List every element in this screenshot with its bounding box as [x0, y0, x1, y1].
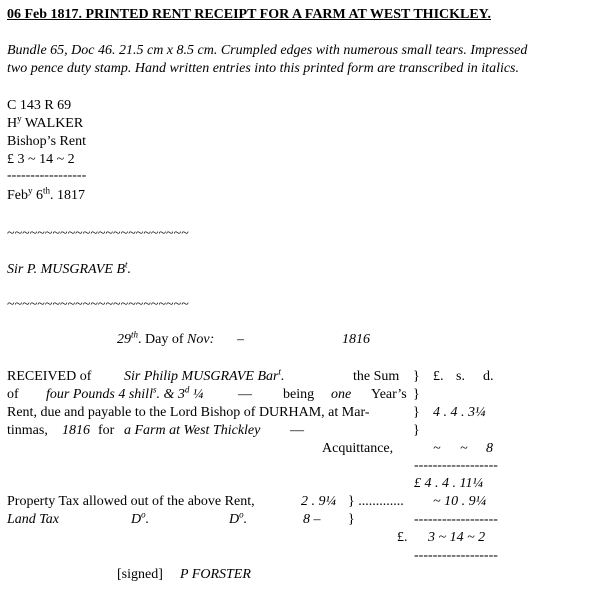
addressee: Sir P. MUSGRAVE $B^t$. — [7, 259, 132, 277]
header-pounds: £. — [433, 369, 444, 384]
brace: } — [413, 423, 420, 438]
endorsement-amount: £ 3 ~ 14 ~ 2 — [7, 152, 75, 167]
sum-rule: ------------------ — [414, 548, 498, 563]
brace: } — [413, 369, 420, 384]
receipt-date-dash: – — [237, 332, 244, 347]
tinmas-label: tinmas, — [7, 423, 48, 438]
brace: } — [413, 405, 420, 420]
endorsement-name: $H^y$ WALKER — [7, 113, 84, 131]
header-shillings: s. — [456, 369, 465, 384]
net-pound-sign: £. — [397, 530, 408, 545]
brace-dots: } ............. — [348, 494, 404, 509]
dash: –– — [238, 387, 252, 402]
tilde-rule: ~~~~~~~~~~~~~~~~~~~~~~~~ — [7, 226, 189, 241]
page-title: 06 Feb 1817. PRINTED RENT RECEIPT FOR A FARM AT WEST THICKLEY. — [7, 7, 492, 22]
endorsement-date: Feb$^y$ 6th. 1817 — [7, 185, 86, 203]
payer-name: Sir Philip MUSGRAVE Bar$^t$. — [124, 366, 285, 384]
signatory-name: P FORSTER — [180, 567, 251, 582]
endorsement-rent-type: Bishop’s Rent — [7, 134, 86, 149]
received-of-label: RECEIVED of — [7, 369, 92, 384]
years-label: Year’s — [371, 387, 407, 402]
header-pence: d. — [483, 369, 494, 384]
property-tax-amount: 2 . 9¼ — [301, 494, 336, 509]
acquittance-shillings: ~ — [460, 441, 468, 456]
receipt-year: 1816 — [342, 332, 370, 347]
rent-due-text: Rent, due and payable to the Lord Bishop of DURHAM, at Mar- — [7, 405, 370, 420]
tilde-rule: ~~~~~~~~~~~~~~~~~~~~~~~~ — [7, 297, 189, 312]
land-tax-amount: 8 – — [303, 512, 321, 527]
property-tax-label: Property Tax allowed out of the above Rent, — [7, 494, 255, 509]
receipt-date: 29th. Day of Nov: — [117, 329, 215, 347]
land-tax-label: Land Tax — [7, 512, 60, 527]
endorsement-rule: ----------------- — [7, 168, 87, 183]
brace: } — [348, 512, 355, 527]
gross-total: £ 4 . 4 . 11¼ — [414, 476, 483, 491]
tax-figures: ~ 10 . 9¼ — [433, 494, 487, 509]
net-total: 3 ~ 14 ~ 2 — [428, 530, 486, 545]
sum-rule: ------------------ — [414, 512, 498, 527]
period-count: one — [331, 387, 352, 402]
signed-label: [signed] — [117, 567, 163, 582]
the-sum-label: the Sum — [353, 369, 400, 384]
description-line-1: Bundle 65, Doc 46. 21.5 cm x 8.5 cm. Crumpled edges with numerous small tears. Impressed — [7, 43, 528, 58]
acquittance-label: Acquittance, — [322, 441, 394, 456]
dash: –– — [290, 423, 304, 438]
acquittance-pounds: ~ — [433, 441, 441, 456]
brace: } — [413, 387, 420, 402]
for-label: for — [98, 423, 115, 438]
description-line-2: two pence duty stamp. Hand written entries into this printed form are transcribed in italics. — [7, 61, 520, 76]
rent-figures: 4 . 4 . 3¼ — [433, 405, 486, 420]
sum-rule: ------------------ — [414, 458, 498, 473]
acquittance-pence: 8 — [486, 441, 493, 456]
ditto-mark: $D^o$. — [131, 509, 150, 527]
sum-in-words: four Pounds 4 shill$^s$. & 3$^d$ ¼ — [46, 384, 204, 402]
endorsement-ref: C 143 R 69 — [7, 98, 72, 113]
rent-year: 1816 — [62, 423, 90, 438]
of-label: of — [7, 387, 19, 402]
being-label: being — [283, 387, 315, 402]
property-description: a Farm at West Thickley — [124, 423, 261, 438]
ditto-mark: $D^o$. — [229, 509, 248, 527]
